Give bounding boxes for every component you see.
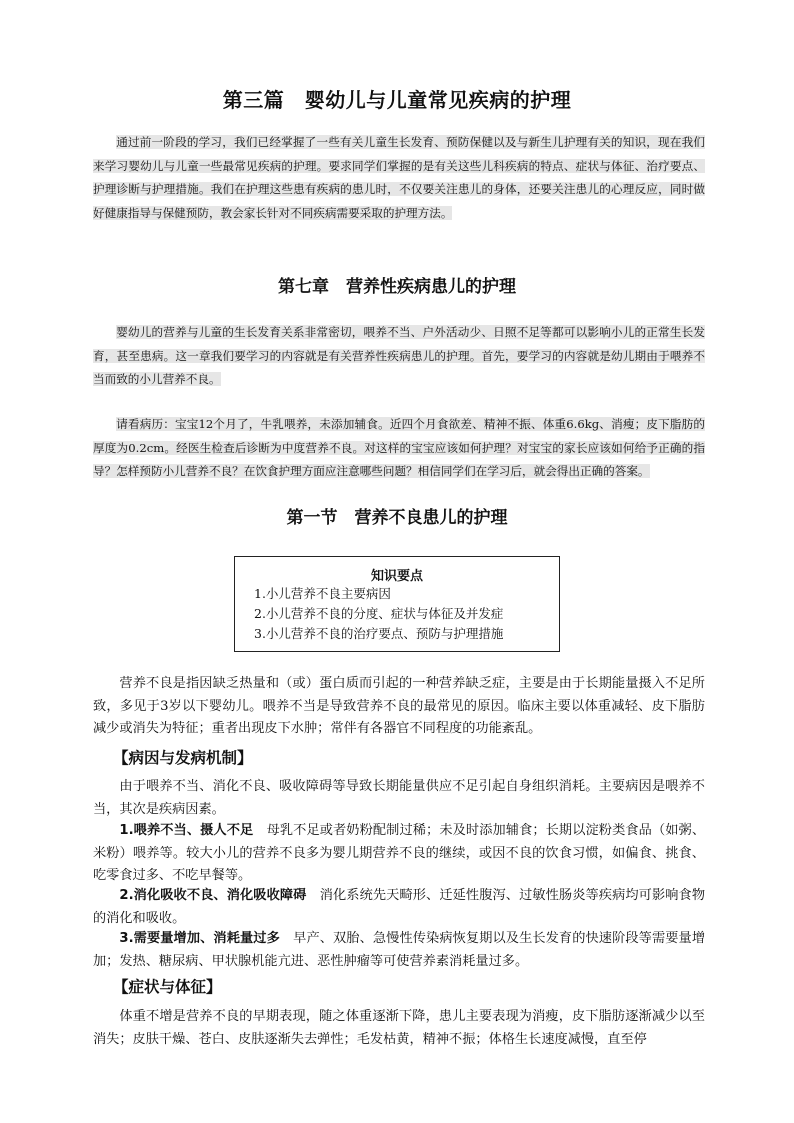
- chapter-intro-text: 婴幼儿的营养与儿童的生长发育关系非常密切，喂养不当、户外活动少、日照不足等都可以影响小儿的正常生长发育，甚至患病。这一章我们要学习的内容就是有关营养性疾病患儿的护理。首先，要学习的内容就是幼儿期由于喂养不当而致的小儿营养不良。: [93, 325, 705, 386]
- chapter-intro-paragraph: [93, 321, 705, 392]
- case-text: 请看病历：宝宝12个月了，牛乳喂养，未添加辅食。近四个月食欲差、精神不振、体重6.6kg、消瘦；皮下脂肪的厚度为0.2cm。经医生检查后诊断为中度营养不良。对这样的宝宝应该如何护理？对宝宝的家长应该如何给予正确的指导？怎样预防小儿营养不良？在饮食护理方面应注意哪些问题？相信同学们在学习后，就会得出正确的答案。: [93, 417, 705, 478]
- section-title: 第一节 营养不良患儿的护理: [286, 508, 508, 528]
- knowledge-box-title: 知识要点: [370, 569, 423, 584]
- cause-item-1: [93, 820, 705, 888]
- knowledge-item: 1.小儿营养不良主要病因: [254, 586, 391, 601]
- case-paragraph: [93, 413, 705, 484]
- part-intro-text: 通过前一阶段的学习，我们已经掌握了一些有关儿童生长发育、预防保健以及与新生儿护理有关的知识，现在我们来学习婴幼儿与儿童一些最常见疾病的护理。要求同学们掌握的是有关这些儿科疾病的特点、症状与体征、治疗要点、护理诊断与护理措施。我们在护理这些患有疾病的患儿时，不仅要关注患儿的身体，还要关注患儿的心理反应，同时做好健康指导与保健预防，教会家长针对不同疾病需要采取的护理方法。: [93, 135, 705, 220]
- cause-label: 2.消化吸收不良、消化吸收障碍: [119, 888, 307, 903]
- cause-text: 消化系统先天畸形、迁延性腹泻、过敏性肠炎等疾病均可影响食物的消化和吸收。: [93, 888, 706, 926]
- knowledge-item: 3.小儿营养不良的治疗要点、预防与护理措施: [254, 626, 504, 641]
- definition-paragraph: 营养不良是指因缺乏热量和（或）蛋白质而引起的一种营养缺乏症，主要是由于长期能量摄入不足所致，多见于3岁以下婴幼儿。喂养不当是导致营养不良的最常见的原因。临床主要以体重减轻、皮下脂肪减少或消失为特征；重者出现皮下水肿；常伴有各器官不同程度的功能紊乱。: [93, 676, 705, 736]
- symptoms-heading: 【症状与体征】: [113, 978, 222, 996]
- cause-label: 1.喂养不当、摄人不足: [119, 823, 254, 838]
- etiology-intro-paragraph: 由于喂养不当、消化不良、吸收障碍等导致长期能量供应不足引起自身组织消耗。主要病因是喂养不当，其次是疾病因素。: [93, 779, 705, 817]
- knowledge-points-box: [234, 556, 560, 652]
- cause-text: 母乳不足或者奶粉配制过稀；未及时添加辅食；长期以淀粉类食品（如粥、米粉）喂养等。较大小儿的营养不良多为婴儿期营养不良的继续，或因不良的饮食习惯，如偏食、挑食、吃零食过多、不吃早餐等。: [93, 823, 706, 883]
- cause-text: 早产、双胎、急慢性传染病恢复期以及生长发育的快速阶段等需要量增加；发热、糖尿病、甲状腺机能亢进、恶性肿瘤等可使营养素消耗量过多。: [93, 931, 706, 969]
- part-title: 第三篇 婴幼儿与儿童常见疾病的护理: [222, 88, 572, 112]
- cause-label: 3.需要量增加、消耗量过多: [119, 931, 280, 946]
- part-intro-paragraph: [93, 131, 705, 225]
- cause-item-2: [93, 885, 705, 930]
- cause-item-3: [93, 928, 705, 973]
- etiology-heading: 【病因与发病机制】: [113, 749, 253, 767]
- symptoms-paragraph: 体重不增是营养不良的早期表现，随之体重逐渐下降，患儿主要表现为消瘦，皮下脂肪逐渐减少以至消失；皮肤干燥、苍白、皮肤逐渐失去弹性；毛发枯黄，精神不振；体格生长速度减慢，直至停: [93, 1009, 705, 1047]
- chapter-title: 第七章 营养性疾病患儿的护理: [278, 277, 516, 297]
- knowledge-item: 2.小儿营养不良的分度、症状与体征及并发症: [254, 606, 504, 621]
